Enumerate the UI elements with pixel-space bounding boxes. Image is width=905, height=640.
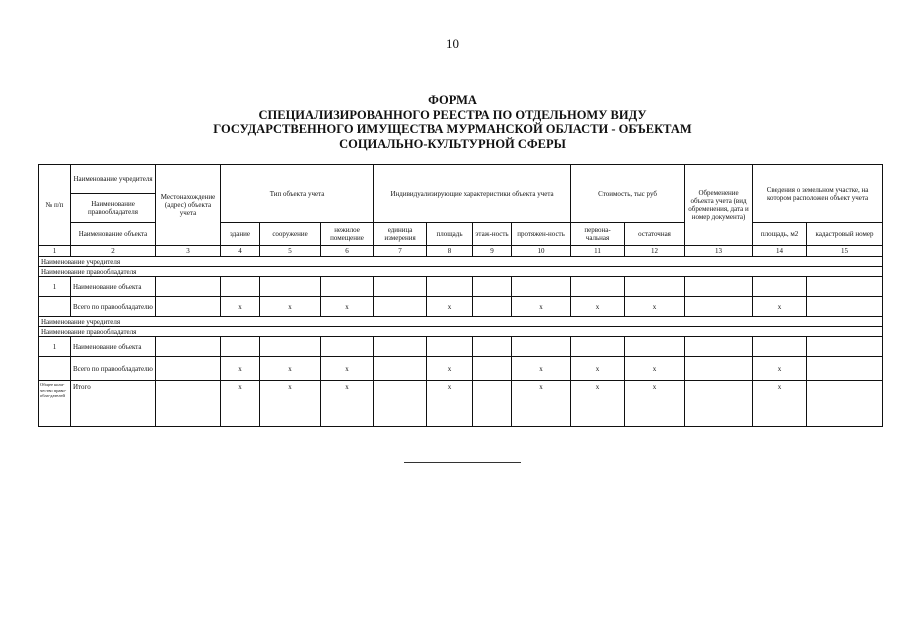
section-holder-row: Наименование правообладателя: [39, 267, 883, 277]
x-mark: x: [221, 357, 260, 381]
column-number: 1: [39, 246, 71, 257]
header-structure: сооружение: [260, 223, 321, 246]
column-number: 14: [753, 246, 807, 257]
column-number: 8: [427, 246, 473, 257]
title-line: ФОРМА: [428, 93, 477, 107]
form-title: [0, 93, 905, 151]
header-land: Сведения о земельном участке, на котором расположен объект учета: [753, 165, 883, 223]
header-floors: этаж-ность: [473, 223, 512, 246]
column-number: 9: [473, 246, 512, 257]
x-mark: x: [753, 381, 807, 427]
header-individual: Индивидуализирующие характеристики объекта учета: [374, 165, 571, 223]
x-mark: x: [512, 381, 571, 427]
x-mark: x: [512, 297, 571, 317]
column-number: 12: [625, 246, 685, 257]
column-number: 4: [221, 246, 260, 257]
header-encumbrance: Обременение объекта учета (вид обременения, дата и номер документа): [685, 165, 753, 246]
header-premises: нежилое помещение: [321, 223, 374, 246]
holder-total-label: Всего по правообладателю: [71, 297, 156, 317]
header-building: здание: [221, 223, 260, 246]
column-number: 2: [71, 246, 156, 257]
holder-total-row: [39, 357, 883, 381]
section-founder-row: Наименование учредителя: [39, 317, 883, 327]
header-object-name: Наименование объекта: [71, 223, 156, 246]
header-num: № п/п: [39, 165, 71, 246]
object-row: [39, 277, 883, 297]
header-location: Местонахождение (адрес) объекта учета: [156, 165, 221, 246]
x-mark: x: [260, 357, 321, 381]
x-mark: x: [321, 297, 374, 317]
x-mark: x: [625, 297, 685, 317]
row-index: 1: [39, 277, 71, 297]
x-mark: x: [571, 381, 625, 427]
object-name-label: Наименование объекта: [71, 337, 156, 357]
x-mark: x: [221, 297, 260, 317]
x-mark: x: [512, 357, 571, 381]
section-holder-row: Наименование правообладателя: [39, 327, 883, 337]
x-mark: x: [625, 381, 685, 427]
header-initial: первона-чальная: [571, 223, 625, 246]
x-mark: x: [427, 381, 473, 427]
x-mark: x: [260, 297, 321, 317]
header-object-type: Тип объекта учета: [221, 165, 374, 223]
object-row: [39, 337, 883, 357]
x-mark: x: [625, 357, 685, 381]
grand-total-row: [39, 381, 883, 427]
registry-table: [38, 164, 883, 427]
title-line: СПЕЦИАЛИЗИРОВАННОГО РЕЕСТРА ПО ОТДЕЛЬНОМУ ВИДУ: [258, 107, 647, 122]
grand-total-label: Итого: [71, 381, 156, 427]
row-index: 1: [39, 337, 71, 357]
footer-rule: [404, 462, 521, 463]
column-number: 3: [156, 246, 221, 257]
page-number: 10: [446, 36, 459, 51]
header-holder: Наименование правообладателя: [71, 194, 156, 223]
column-number: 13: [685, 246, 753, 257]
section-founder-row: Наименование учредителя: [39, 257, 883, 267]
column-numbers-row: [39, 246, 883, 257]
holder-total-row: [39, 297, 883, 317]
object-name-label: Наименование объекта: [71, 277, 156, 297]
x-mark: x: [753, 357, 807, 381]
x-mark: x: [221, 381, 260, 427]
header-cost: Стоимость, тыс руб: [571, 165, 685, 223]
x-mark: x: [753, 297, 807, 317]
header-residual: остаточная: [625, 223, 685, 246]
column-number: 15: [807, 246, 883, 257]
column-number: 6: [321, 246, 374, 257]
header-founder: Наименование учредителя: [71, 165, 156, 194]
x-mark: x: [427, 297, 473, 317]
column-number: 10: [512, 246, 571, 257]
column-number: 11: [571, 246, 625, 257]
title-line: СОЦИАЛЬНО-КУЛЬТУРНОЙ СФЕРЫ: [339, 136, 566, 151]
x-mark: x: [571, 357, 625, 381]
holder-total-label: Всего по правообладателю: [71, 357, 156, 381]
column-number: 7: [374, 246, 427, 257]
x-mark: x: [571, 297, 625, 317]
header-land-area: площадь, м2: [753, 223, 807, 246]
header-length: протяжен-ность: [512, 223, 571, 246]
x-mark: x: [427, 357, 473, 381]
header-unit: единица измерения: [374, 223, 427, 246]
title-line: ГОСУДАРСТВЕННОГО ИМУЩЕСТВА МУРМАНСКОЙ ОБЛАСТИ - ОБЪЕКТАМ: [213, 122, 692, 136]
x-mark: x: [260, 381, 321, 427]
header-cadastral: кадастровый номер: [807, 223, 883, 246]
total-count-label: Общее коли-чество право-обла-дателей: [39, 381, 71, 427]
column-number: 5: [260, 246, 321, 257]
x-mark: x: [321, 381, 374, 427]
header-area: площадь: [427, 223, 473, 246]
x-mark: x: [321, 357, 374, 381]
